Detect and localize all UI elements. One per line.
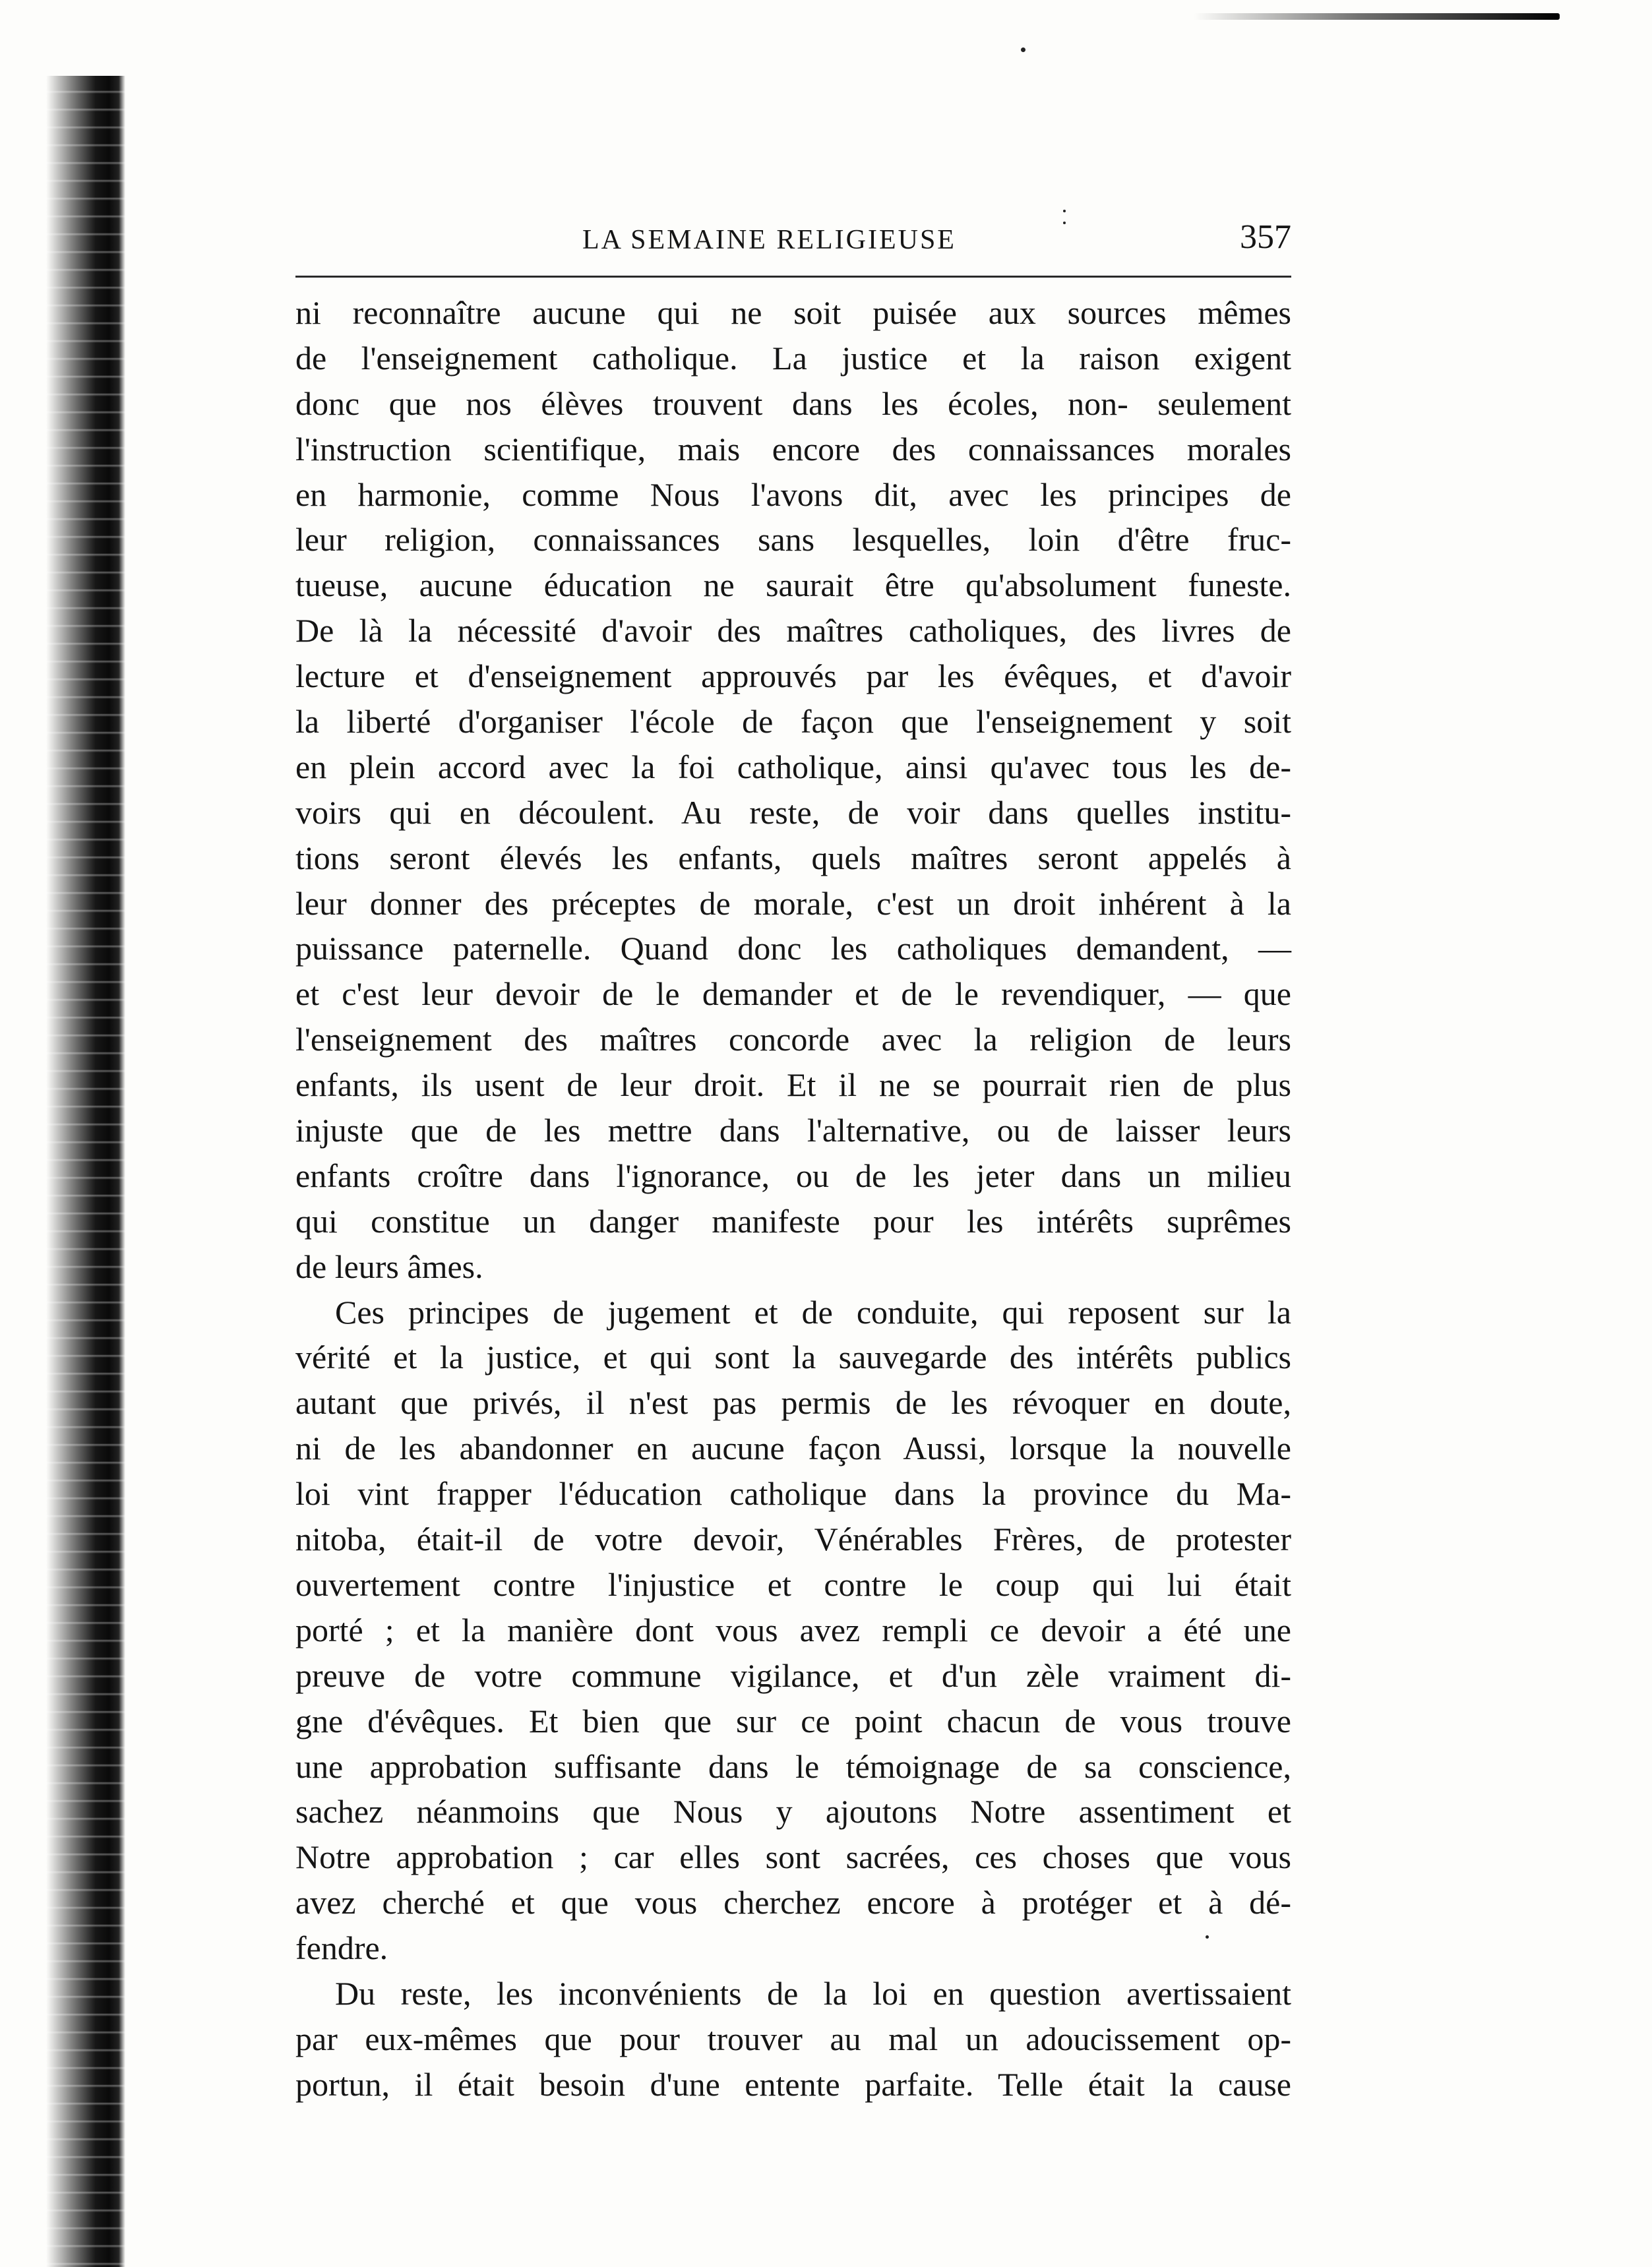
- body-text: [295, 290, 1291, 2107]
- text-line: Du reste, les inconvénients de la loi en question avertissaient: [335, 1974, 1291, 2012]
- scan-speck: [1063, 210, 1066, 212]
- text-line: porté ; et la manière dont vous avez rempli ce devoir a été une: [295, 1611, 1291, 1648]
- text-line: leur religion, connaissances sans lesquelles, loin d'être fruc-: [295, 521, 1291, 559]
- text-line: par eux-mêmes que pour trouver au mal un adoucissement op-: [295, 2020, 1291, 2057]
- scan-streak: [1194, 13, 1560, 20]
- text-line: ni de les abandonner en aucune façon Aussi, lorsque la nouvelle: [295, 1430, 1291, 1467]
- text-line: vérité et la justice, et qui sont la sauvegarde des intérêts publics: [295, 1339, 1291, 1376]
- text-line: fendre.: [295, 1929, 388, 1967]
- text-line: De là la nécessité d'avoir des maîtres catholiques, des livres de: [295, 612, 1291, 650]
- text-line: donc que nos élèves trouvent dans les écoles, non- seulement: [295, 384, 1291, 422]
- text-line: l'instruction scientifique, mais encore des connaissances morales: [295, 430, 1291, 468]
- text-line: tions seront élevés les enfants, quels maîtres seront appelés à: [295, 839, 1291, 876]
- text-line: une approbation suffisante dans le témoignage de sa conscience,: [295, 1747, 1291, 1785]
- scan-speck: [1021, 47, 1025, 52]
- text-line: gne d'évêques. Et bien que sur ce point chacun de vous trouve: [295, 1702, 1291, 1739]
- text-line: qui constitue un danger manifeste pour les intérêts suprêmes: [295, 1202, 1291, 1240]
- text-line: Ces principes de jugement et de conduite, qui reposent sur la: [335, 1293, 1291, 1331]
- text-line: en plein accord avec la foi catholique, ainsi qu'avec tous les de-: [295, 748, 1291, 785]
- page-number: 357: [1240, 218, 1291, 256]
- paragraph: [295, 290, 1291, 1290]
- text-line: ouvertement contre l'injustice et contre le coup qui lui était: [295, 1565, 1291, 1603]
- paragraph: [295, 1290, 1291, 1971]
- text-line: nitoba, était-il de votre devoir, Vénérables Frères, de protester: [295, 1521, 1291, 1558]
- text-line: enfants, ils usent de leur droit. Et il ne se pourrait rien de plus: [295, 1066, 1291, 1104]
- text-line: tueuse, aucune éducation ne saurait être qu'absolument funeste.: [295, 566, 1291, 604]
- text-line: preuve de votre commune vigilance, et d'un zèle vraiment di-: [295, 1656, 1291, 1694]
- text-line: voirs qui en découlent. Au reste, de voir dans quelles institu-: [295, 793, 1291, 831]
- text-line: autant que privés, il n'est pas permis de les révoquer en doute,: [295, 1384, 1291, 1422]
- text-line: avez cherché et que vous cherchez encore à protéger et à dé-: [295, 1884, 1291, 1921]
- text-line: injuste que de les mettre dans l'alternative, ou de laisser leurs: [295, 1112, 1291, 1149]
- text-line: lecture et d'enseignement approuvés par les évêques, et d'avoir: [295, 657, 1291, 695]
- text-line: et c'est leur devoir de le demander et de le revendiquer, — que: [295, 975, 1291, 1013]
- text-line: la liberté d'organiser l'école de façon que l'enseignement y soit: [295, 703, 1291, 741]
- header-rule: [295, 276, 1291, 278]
- text-line: Notre approbation ; car elles sont sacrées, ces choses que vous: [295, 1838, 1291, 1876]
- text-line: sachez néanmoins que Nous y ajoutons Notre assentiment et: [295, 1793, 1291, 1830]
- text-line: loi vint frapper l'éducation catholique dans la province du Ma-: [295, 1475, 1291, 1513]
- text-line: puissance paternelle. Quand donc les catholiques demandent, —: [295, 930, 1291, 967]
- binding-edge-shadow: [46, 76, 125, 2267]
- text-line: de l'enseignement catholique. La justice et la raison exigent: [295, 339, 1291, 377]
- text-line: en harmonie, comme Nous l'avons dit, avec les principes de: [295, 475, 1291, 513]
- text-line: enfants croître dans l'ignorance, ou de les jeter dans un milieu: [295, 1157, 1291, 1194]
- text-line: leur donner des préceptes de morale, c'est un droit inhérent à la: [295, 884, 1291, 922]
- paragraph: [295, 1971, 1291, 2107]
- running-head: [295, 218, 1291, 270]
- running-title: LA SEMAINE RELIGIEUSE: [582, 225, 956, 255]
- text-line: ni reconnaître aucune qui ne soit puisée aux sources mêmes: [295, 294, 1291, 331]
- text-line: l'enseignement des maîtres concorde avec la religion de leurs: [295, 1021, 1291, 1058]
- text-line: portun, il était besoin d'une entente parfaite. Telle était la cause: [295, 2065, 1291, 2103]
- text-line: de leurs âmes.: [295, 1248, 483, 1285]
